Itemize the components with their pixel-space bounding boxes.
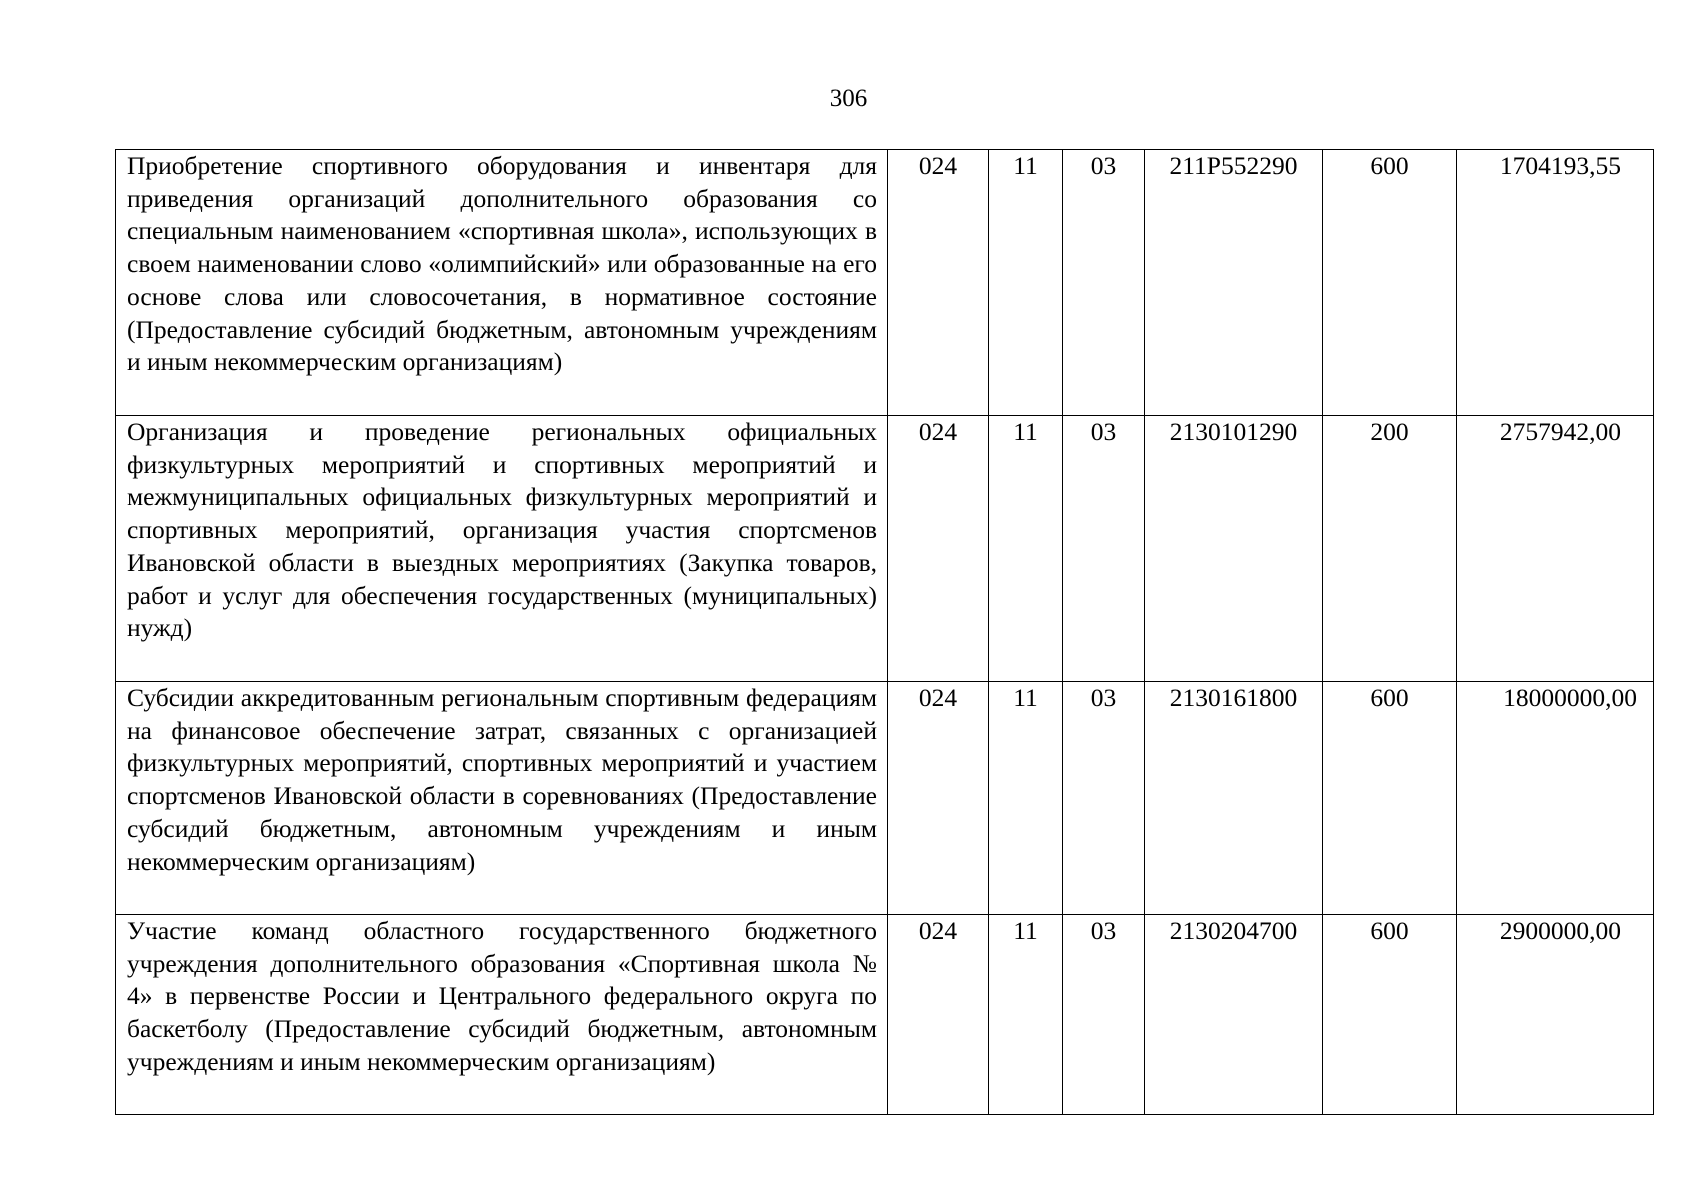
amount-value: 2757942,00: [1457, 416, 1654, 682]
expense-type-code: 600: [1323, 682, 1457, 915]
ministry-code: 024: [888, 150, 989, 416]
row-description: Организация и проведение региональных официальных физкультурных мероприятий и спортивных мероприятий и межмуниципальных официальных физкультурных мероприятий и спортивных мероприятий, организация участия спортсменов Ивановской области в выездных мероприятиях (Закупка товаров, работ и услуг для обеспечения государственных (муниципальных) нужд): [116, 416, 888, 682]
target-article-code: 2130101290: [1145, 416, 1323, 682]
target-article-code: 2130204700: [1145, 915, 1323, 1115]
ministry-code: 024: [888, 416, 989, 682]
subsection-code: 03: [1063, 416, 1145, 682]
subsection-code: 03: [1063, 915, 1145, 1115]
page-number: 306: [829, 85, 868, 112]
section-code: 11: [989, 682, 1063, 915]
table-row: [116, 915, 1654, 1115]
amount-value: 1704193,55: [1457, 150, 1654, 416]
section-code: 11: [989, 915, 1063, 1115]
ministry-code: 024: [888, 682, 989, 915]
subsection-code: 03: [1063, 682, 1145, 915]
table-row: [116, 150, 1654, 416]
ministry-code: 024: [888, 915, 989, 1115]
row-description: Субсидии аккредитованным региональным спортивным федерациям на финансовое обеспечение затрат, связанных с организацией физкультурных мероприятий, спортивных мероприятий и участием спортсменов Ивановской области в соревнованиях (Предоставление субсидий бюджетным, автономным учреждениям и иным некоммерческим организациям): [116, 682, 888, 915]
target-article-code: 2130161800: [1145, 682, 1323, 915]
budget-table: [115, 149, 1654, 1115]
row-description: Участие команд областного государственного бюджетного учреждения дополнительного образования «Спортивная школа № 4» в первенстве России и Центрального федерального округа по баскетболу (Предоставление субсидий бюджетным, автономным учреждениям и иным некоммерческим организациям): [116, 915, 888, 1115]
row-description: Приобретение спортивного оборудования и инвентаря для приведения организаций дополнительного образования со специальным наименованием «спортивная школа», использующих в своем наименовании слово «олимпийский» или образованные на его основе слова или словосочетания, в нормативное состояние (Предоставление субсидий бюджетным, автономным учреждениям и иным некоммерческим организациям): [116, 150, 888, 416]
section-code: 11: [989, 416, 1063, 682]
table-row: [116, 682, 1654, 915]
target-article-code: 211P552290: [1145, 150, 1323, 416]
amount-value: 2900000,00: [1457, 915, 1654, 1115]
section-code: 11: [989, 150, 1063, 416]
expense-type-code: 200: [1323, 416, 1457, 682]
subsection-code: 03: [1063, 150, 1145, 416]
expense-type-code: 600: [1323, 915, 1457, 1115]
table-row: [116, 416, 1654, 682]
expense-type-code: 600: [1323, 150, 1457, 416]
amount-value: 18000000,00: [1457, 682, 1654, 915]
